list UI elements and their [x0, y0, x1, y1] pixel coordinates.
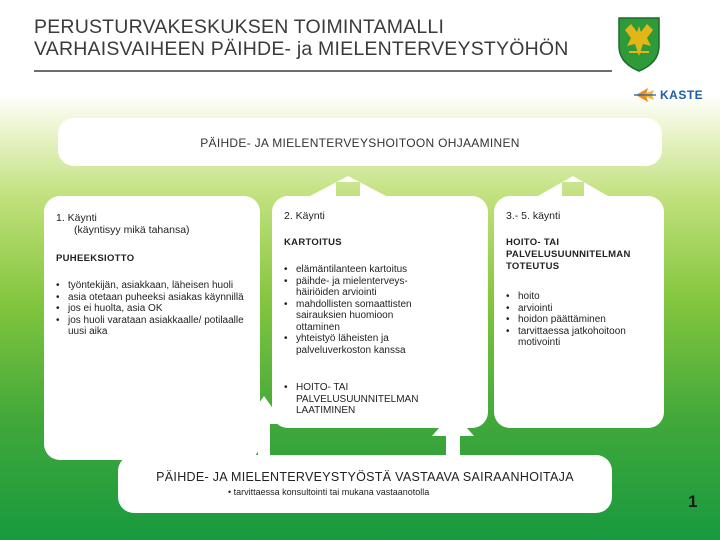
step2-bullet-list — [284, 264, 434, 356]
step2-box — [272, 196, 488, 428]
list-item: • tarvittaessa jatkohoitoon motivointi — [506, 326, 656, 349]
step3-heading: HOITO- TAI PALVELUSUUNNITELMAN TOTEUTUS — [506, 237, 631, 272]
step1-visit: 1. Käynti — [56, 212, 97, 224]
title-line-2: VARHAISVAIHEEN PÄIHDE- ja MIELENTERVEYSTYÖHÖN — [34, 38, 569, 60]
arrow-up-left — [310, 176, 386, 196]
step3-visit: 3.- 5. käynti — [506, 210, 561, 222]
step1-bullet-list — [56, 280, 256, 338]
arrow-up-right — [538, 176, 608, 196]
list-item: • jos ei huolta, asia OK — [56, 303, 256, 315]
referral-box — [58, 118, 662, 166]
page-number: 1 — [688, 492, 698, 511]
list-item: • arviointi — [506, 303, 656, 315]
list-item: • elämäntilanteen kartoitus — [284, 264, 434, 276]
nurse-box — [118, 455, 612, 513]
step1-heading: PUHEEKSIOTTO — [56, 253, 135, 264]
step1-visit-reason: (käyntisyy mikä tahansa) — [74, 224, 190, 236]
nurse-sub-label: • tarvittaessa konsultointi tai mukana vastaanotolla — [228, 487, 430, 497]
title-line-1: PERUSTURVAKESKUKSEN TOIMINTAMALLI — [34, 16, 445, 38]
list-item: • HOITO- TAI PALVELUSUUNNITELMAN LAATIMINEN — [284, 382, 444, 417]
step2-heading: KARTOITUS — [284, 237, 342, 248]
step3-bullet-list — [506, 291, 656, 349]
step2-plan-bullet — [284, 382, 444, 417]
list-item: • mahdollisten somaattisten sairauksien huomioon ottaminen — [284, 299, 434, 334]
kaste-logo: KASTE — [660, 88, 704, 102]
referral-label: PÄIHDE- JA MIELENTERVEYSHOITOON OHJAAMINEN — [200, 136, 520, 150]
nurse-label: PÄIHDE- JA MIELENTERVEYSTYÖSTÄ VASTAAVA SAIRAANHOITAJA — [156, 470, 574, 484]
step1-box — [44, 196, 260, 460]
list-item: • hoito — [506, 291, 656, 303]
step3-box — [494, 196, 664, 428]
list-item: • asia otetaan puheeksi asiakas käynnillä — [56, 292, 256, 304]
list-item: • hoidon päättäminen — [506, 314, 656, 326]
list-item: • jos huoli varataan asiakkaalle/ potilaalle uusi aika — [56, 315, 256, 338]
list-item: • päihde- ja mielenterveys-häiriöiden arviointi — [284, 276, 434, 299]
step2-visit: 2. Käynti — [284, 210, 325, 222]
list-item: • yhteistyö läheisten ja palveluverkoston kanssa — [284, 333, 434, 356]
list-item: • työntekijän, asiakkaan, läheisen huoli — [56, 280, 256, 292]
